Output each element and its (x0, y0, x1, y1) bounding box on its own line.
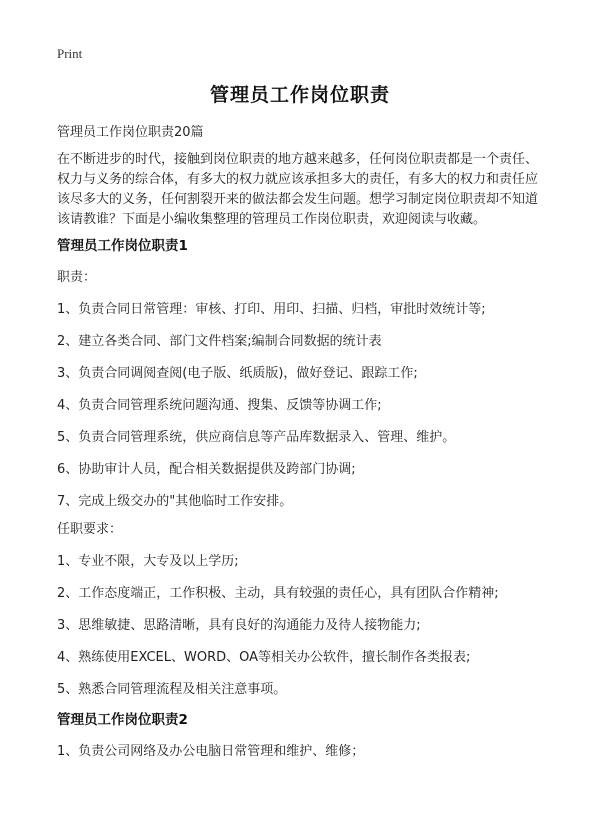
list-item-duty-5: 5、负责合同管理系统，供应商信息等产品库数据录入、管理、维护。 (57, 430, 456, 445)
document-title: 管理员工作岗位职责 (209, 84, 390, 106)
section-heading-2: 管理员工作岗位职责2 (57, 712, 188, 728)
requirements-label: 任职要求： (57, 522, 123, 537)
list-item-requirement-2: 2、工作态度端正，工作积极、主动，具有较强的责任心，具有团队合作精神; (57, 586, 499, 601)
list-item-duty-7: 7、完成上级交办的"其他临时工作安排。 (57, 494, 293, 509)
list-item-duty-4: 4、负责合同管理系统问题沟通、搜集、反馈等协调工作; (57, 398, 382, 413)
intro-paragraph: 在不断进步的时代，接触到岗位职责的地方越来越多，任何岗位职责都是一个责任、权力与义务的综合体，有多大的权力就应该承担多大的责任，有多大的权力和责任应该尽多大的义务，任何割裂开来的做法都会发生问题。想学习制定岗位职责却不知道该请教谁？下面是小编收集整理的管理员工作岗位职责，欢迎阅读与收藏。 (57, 152, 539, 227)
list-item-duty-1: 1、负责合同日常管理：审核、打印、用印、扫描、归档，审批时效统计等; (57, 302, 486, 317)
list-item-requirement-3: 3、思维敏捷、思路清晰，具有良好的沟通能力及待人接物能力; (57, 618, 421, 633)
list-item-requirement-4: 4、熟练使用EXCEL、WORD、OA等相关办公软件，擅长制作各类报表; (57, 650, 471, 665)
list-item-duty-3: 3、负责合同调阅查阅(电子版、纸质版)，做好登记、跟踪工作; (57, 366, 418, 381)
document-subtitle: 管理员工作岗位职责20篇 (57, 125, 204, 140)
list-item-duty-2: 2、建立各类合同、部门文件档案;编制合同数据的统计表 (57, 334, 382, 349)
section-heading-1: 管理员工作岗位职责1 (57, 238, 188, 254)
list-item-duty-6: 6、协助审计人员，配合相关数据提供及跨部门协调; (57, 462, 356, 477)
print-link[interactable]: Print (57, 46, 83, 61)
list-item-duty-2-1: 1、负责公司网络及办公电脑日常管理和维护、维修； (57, 744, 365, 759)
list-item-requirement-5: 5、熟悉合同管理流程及相关注意事项。 (57, 682, 287, 697)
list-item-requirement-1: 1、专业不限，大专及以上学历; (57, 554, 239, 569)
duties-label: 职责： (57, 270, 97, 285)
